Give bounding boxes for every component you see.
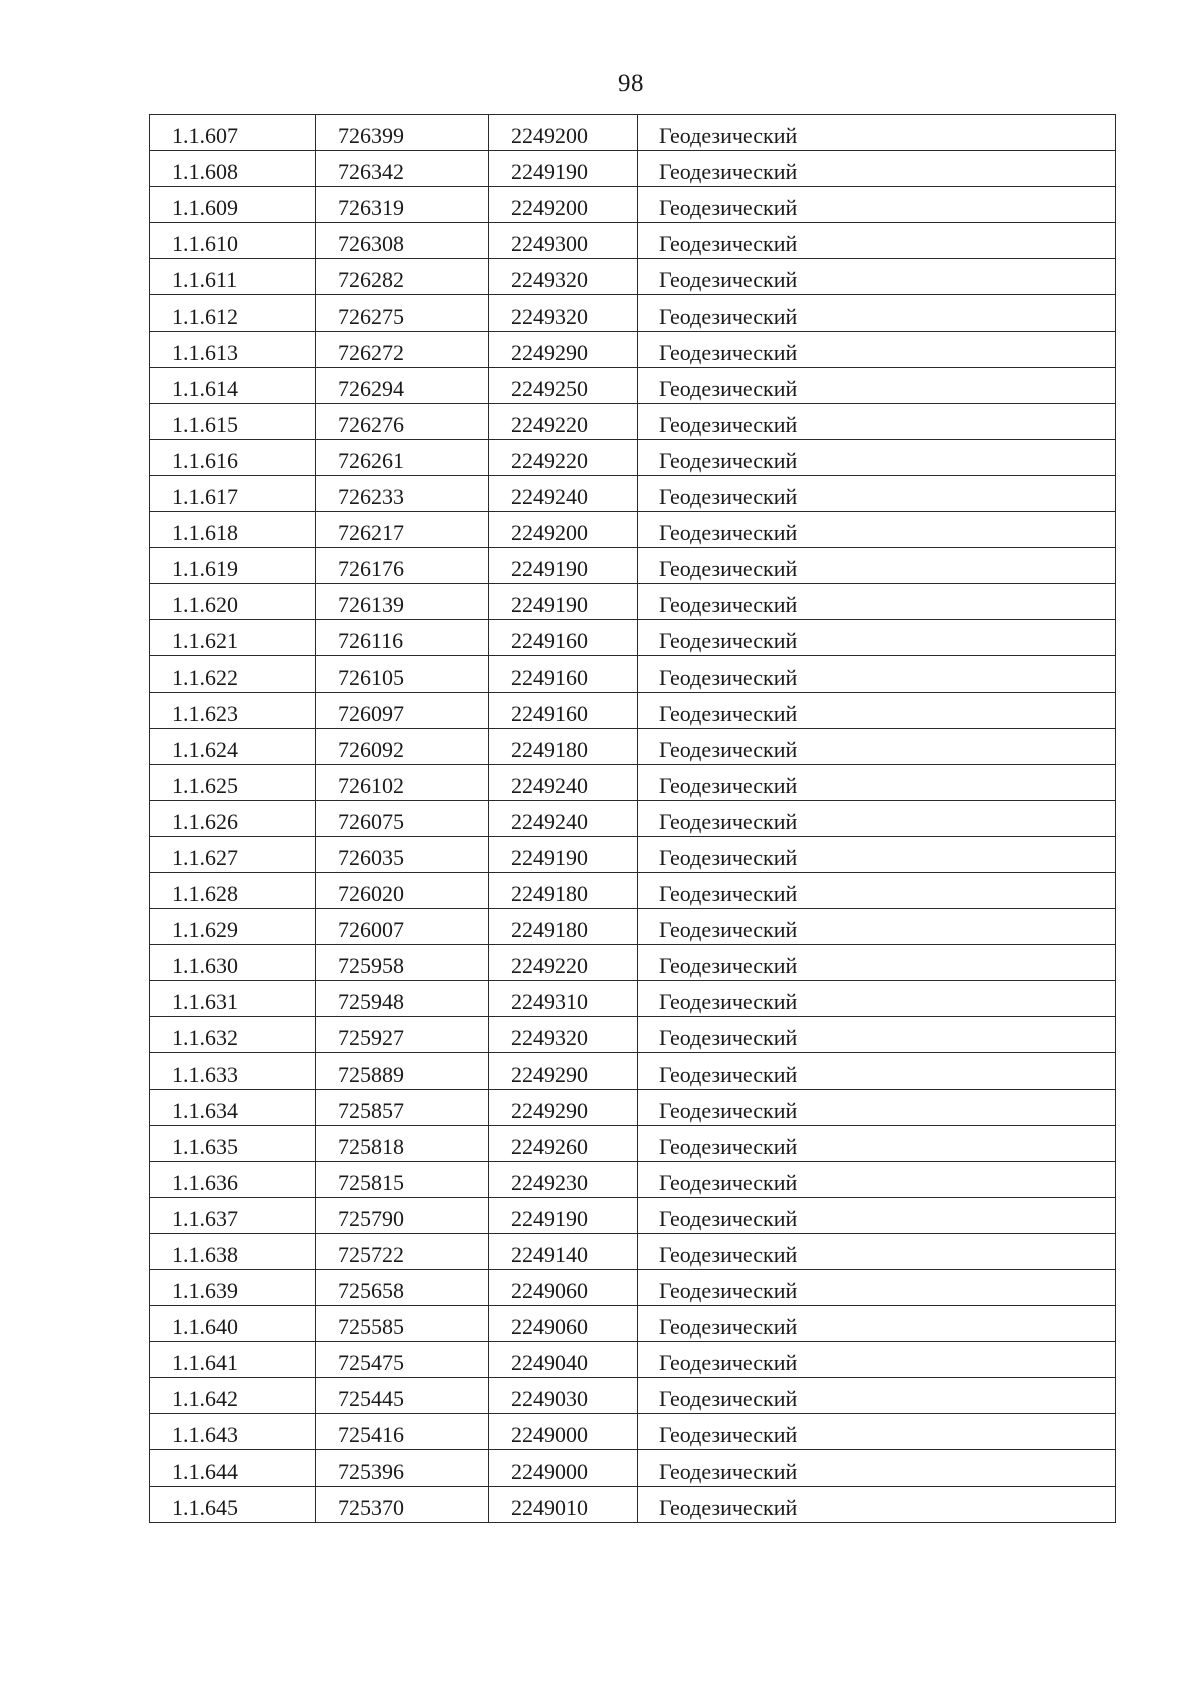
x-coordinate-cell: 725958 bbox=[316, 945, 489, 981]
point-type-cell: Геодезический bbox=[638, 1486, 1116, 1522]
x-coordinate-cell: 726342 bbox=[316, 151, 489, 187]
point-type-cell: Геодезический bbox=[638, 584, 1116, 620]
y-coordinate-cell: 2249140 bbox=[489, 1233, 638, 1269]
point-id-cell: 1.1.612 bbox=[150, 295, 316, 331]
y-coordinate-cell: 2249190 bbox=[489, 836, 638, 872]
point-id-cell: 1.1.609 bbox=[150, 187, 316, 223]
x-coordinate-cell: 725722 bbox=[316, 1233, 489, 1269]
x-coordinate-cell: 726308 bbox=[316, 223, 489, 259]
point-type-cell: Геодезический bbox=[638, 403, 1116, 439]
y-coordinate-cell: 2249060 bbox=[489, 1270, 638, 1306]
table-row bbox=[150, 1197, 1116, 1233]
y-coordinate-cell: 2249240 bbox=[489, 475, 638, 511]
table-row bbox=[150, 620, 1116, 656]
table-row bbox=[150, 439, 1116, 475]
point-id-cell: 1.1.629 bbox=[150, 909, 316, 945]
point-type-cell: Геодезический bbox=[638, 439, 1116, 475]
x-coordinate-cell: 725396 bbox=[316, 1450, 489, 1486]
point-id-cell: 1.1.620 bbox=[150, 584, 316, 620]
y-coordinate-cell: 2249290 bbox=[489, 331, 638, 367]
point-id-cell: 1.1.645 bbox=[150, 1486, 316, 1522]
x-coordinate-cell: 725927 bbox=[316, 1017, 489, 1053]
point-id-cell: 1.1.631 bbox=[150, 981, 316, 1017]
point-id-cell: 1.1.634 bbox=[150, 1089, 316, 1125]
table-row bbox=[150, 945, 1116, 981]
x-coordinate-cell: 726217 bbox=[316, 512, 489, 548]
point-id-cell: 1.1.641 bbox=[150, 1342, 316, 1378]
point-id-cell: 1.1.632 bbox=[150, 1017, 316, 1053]
table-row bbox=[150, 548, 1116, 584]
point-id-cell: 1.1.624 bbox=[150, 728, 316, 764]
point-type-cell: Геодезический bbox=[638, 656, 1116, 692]
x-coordinate-cell: 726105 bbox=[316, 656, 489, 692]
point-type-cell: Геодезический bbox=[638, 367, 1116, 403]
table-row bbox=[150, 1486, 1116, 1522]
x-coordinate-cell: 726275 bbox=[316, 295, 489, 331]
point-id-cell: 1.1.637 bbox=[150, 1197, 316, 1233]
point-id-cell: 1.1.611 bbox=[150, 259, 316, 295]
y-coordinate-cell: 2249220 bbox=[489, 439, 638, 475]
point-id-cell: 1.1.630 bbox=[150, 945, 316, 981]
table-row bbox=[150, 836, 1116, 872]
point-id-cell: 1.1.644 bbox=[150, 1450, 316, 1486]
point-type-cell: Геодезический bbox=[638, 1414, 1116, 1450]
y-coordinate-cell: 2249160 bbox=[489, 692, 638, 728]
table-row bbox=[150, 1161, 1116, 1197]
y-coordinate-cell: 2249310 bbox=[489, 981, 638, 1017]
table-row bbox=[150, 909, 1116, 945]
table-row bbox=[150, 475, 1116, 511]
y-coordinate-cell: 2249200 bbox=[489, 187, 638, 223]
x-coordinate-cell: 726176 bbox=[316, 548, 489, 584]
table-row bbox=[150, 1378, 1116, 1414]
table-row bbox=[150, 1306, 1116, 1342]
coordinates-table bbox=[149, 114, 1116, 1523]
x-coordinate-cell: 726116 bbox=[316, 620, 489, 656]
x-coordinate-cell: 725585 bbox=[316, 1306, 489, 1342]
point-type-cell: Геодезический bbox=[638, 909, 1116, 945]
table-row bbox=[150, 692, 1116, 728]
point-type-cell: Геодезический bbox=[638, 115, 1116, 151]
y-coordinate-cell: 2249060 bbox=[489, 1306, 638, 1342]
point-type-cell: Геодезический bbox=[638, 1306, 1116, 1342]
page-number: 98 bbox=[618, 70, 644, 97]
table-row bbox=[150, 728, 1116, 764]
point-type-cell: Геодезический bbox=[638, 764, 1116, 800]
point-id-cell: 1.1.619 bbox=[150, 548, 316, 584]
y-coordinate-cell: 2249180 bbox=[489, 872, 638, 908]
table-row bbox=[150, 331, 1116, 367]
point-id-cell: 1.1.613 bbox=[150, 331, 316, 367]
table-row bbox=[150, 1270, 1116, 1306]
x-coordinate-cell: 726139 bbox=[316, 584, 489, 620]
y-coordinate-cell: 2249030 bbox=[489, 1378, 638, 1414]
point-id-cell: 1.1.618 bbox=[150, 512, 316, 548]
y-coordinate-cell: 2249290 bbox=[489, 1053, 638, 1089]
point-id-cell: 1.1.616 bbox=[150, 439, 316, 475]
x-coordinate-cell: 725857 bbox=[316, 1089, 489, 1125]
point-type-cell: Геодезический bbox=[638, 295, 1116, 331]
point-type-cell: Геодезический bbox=[638, 475, 1116, 511]
point-type-cell: Геодезический bbox=[638, 836, 1116, 872]
y-coordinate-cell: 2249190 bbox=[489, 548, 638, 584]
point-id-cell: 1.1.626 bbox=[150, 800, 316, 836]
y-coordinate-cell: 2249260 bbox=[489, 1125, 638, 1161]
table-row bbox=[150, 1233, 1116, 1269]
table-row bbox=[150, 223, 1116, 259]
x-coordinate-cell: 725815 bbox=[316, 1161, 489, 1197]
point-id-cell: 1.1.623 bbox=[150, 692, 316, 728]
y-coordinate-cell: 2249180 bbox=[489, 728, 638, 764]
y-coordinate-cell: 2249300 bbox=[489, 223, 638, 259]
point-type-cell: Геодезический bbox=[638, 1450, 1116, 1486]
y-coordinate-cell: 2249240 bbox=[489, 764, 638, 800]
y-coordinate-cell: 2249240 bbox=[489, 800, 638, 836]
x-coordinate-cell: 726092 bbox=[316, 728, 489, 764]
point-id-cell: 1.1.639 bbox=[150, 1270, 316, 1306]
x-coordinate-cell: 726276 bbox=[316, 403, 489, 439]
point-type-cell: Геодезический bbox=[638, 1270, 1116, 1306]
y-coordinate-cell: 2249010 bbox=[489, 1486, 638, 1522]
point-id-cell: 1.1.625 bbox=[150, 764, 316, 800]
y-coordinate-cell: 2249320 bbox=[489, 295, 638, 331]
table-row bbox=[150, 512, 1116, 548]
table-row bbox=[150, 800, 1116, 836]
table-row bbox=[150, 115, 1116, 151]
point-id-cell: 1.1.627 bbox=[150, 836, 316, 872]
point-type-cell: Геодезический bbox=[638, 1089, 1116, 1125]
x-coordinate-cell: 725416 bbox=[316, 1414, 489, 1450]
point-id-cell: 1.1.621 bbox=[150, 620, 316, 656]
y-coordinate-cell: 2249000 bbox=[489, 1450, 638, 1486]
point-id-cell: 1.1.636 bbox=[150, 1161, 316, 1197]
table-row bbox=[150, 1342, 1116, 1378]
point-id-cell: 1.1.628 bbox=[150, 872, 316, 908]
table-row bbox=[150, 295, 1116, 331]
x-coordinate-cell: 725658 bbox=[316, 1270, 489, 1306]
point-type-cell: Геодезический bbox=[638, 187, 1116, 223]
x-coordinate-cell: 726272 bbox=[316, 331, 489, 367]
point-type-cell: Геодезический bbox=[638, 1197, 1116, 1233]
y-coordinate-cell: 2249040 bbox=[489, 1342, 638, 1378]
y-coordinate-cell: 2249220 bbox=[489, 945, 638, 981]
point-type-cell: Геодезический bbox=[638, 800, 1116, 836]
point-type-cell: Геодезический bbox=[638, 981, 1116, 1017]
y-coordinate-cell: 2249220 bbox=[489, 403, 638, 439]
table-row bbox=[150, 1450, 1116, 1486]
point-type-cell: Геодезический bbox=[638, 692, 1116, 728]
y-coordinate-cell: 2249190 bbox=[489, 584, 638, 620]
point-id-cell: 1.1.607 bbox=[150, 115, 316, 151]
x-coordinate-cell: 726399 bbox=[316, 115, 489, 151]
table-row bbox=[150, 764, 1116, 800]
table-row bbox=[150, 367, 1116, 403]
point-type-cell: Геодезический bbox=[638, 945, 1116, 981]
point-id-cell: 1.1.608 bbox=[150, 151, 316, 187]
point-type-cell: Геодезический bbox=[638, 331, 1116, 367]
point-type-cell: Геодезический bbox=[638, 223, 1116, 259]
y-coordinate-cell: 2249180 bbox=[489, 909, 638, 945]
x-coordinate-cell: 726007 bbox=[316, 909, 489, 945]
point-id-cell: 1.1.640 bbox=[150, 1306, 316, 1342]
point-type-cell: Геодезический bbox=[638, 548, 1116, 584]
point-type-cell: Геодезический bbox=[638, 728, 1116, 764]
point-type-cell: Геодезический bbox=[638, 872, 1116, 908]
y-coordinate-cell: 2249320 bbox=[489, 1017, 638, 1053]
y-coordinate-cell: 2249230 bbox=[489, 1161, 638, 1197]
point-type-cell: Геодезический bbox=[638, 512, 1116, 548]
table-row bbox=[150, 981, 1116, 1017]
point-id-cell: 1.1.622 bbox=[150, 656, 316, 692]
y-coordinate-cell: 2249160 bbox=[489, 620, 638, 656]
point-id-cell: 1.1.615 bbox=[150, 403, 316, 439]
table-row bbox=[150, 187, 1116, 223]
point-type-cell: Геодезический bbox=[638, 1017, 1116, 1053]
y-coordinate-cell: 2249190 bbox=[489, 151, 638, 187]
y-coordinate-cell: 2249160 bbox=[489, 656, 638, 692]
table-body bbox=[150, 115, 1116, 1523]
x-coordinate-cell: 725889 bbox=[316, 1053, 489, 1089]
x-coordinate-cell: 726075 bbox=[316, 800, 489, 836]
x-coordinate-cell: 725948 bbox=[316, 981, 489, 1017]
x-coordinate-cell: 726261 bbox=[316, 439, 489, 475]
point-type-cell: Геодезический bbox=[638, 259, 1116, 295]
point-id-cell: 1.1.633 bbox=[150, 1053, 316, 1089]
table-row bbox=[150, 1125, 1116, 1161]
y-coordinate-cell: 2249250 bbox=[489, 367, 638, 403]
point-id-cell: 1.1.610 bbox=[150, 223, 316, 259]
table-row bbox=[150, 1089, 1116, 1125]
x-coordinate-cell: 725445 bbox=[316, 1378, 489, 1414]
x-coordinate-cell: 725475 bbox=[316, 1342, 489, 1378]
x-coordinate-cell: 726097 bbox=[316, 692, 489, 728]
x-coordinate-cell: 726282 bbox=[316, 259, 489, 295]
table-row bbox=[150, 584, 1116, 620]
point-id-cell: 1.1.635 bbox=[150, 1125, 316, 1161]
point-type-cell: Геодезический bbox=[638, 1342, 1116, 1378]
x-coordinate-cell: 726035 bbox=[316, 836, 489, 872]
point-type-cell: Геодезический bbox=[638, 1233, 1116, 1269]
table-row bbox=[150, 656, 1116, 692]
point-id-cell: 1.1.617 bbox=[150, 475, 316, 511]
point-id-cell: 1.1.614 bbox=[150, 367, 316, 403]
x-coordinate-cell: 726294 bbox=[316, 367, 489, 403]
y-coordinate-cell: 2249290 bbox=[489, 1089, 638, 1125]
x-coordinate-cell: 725818 bbox=[316, 1125, 489, 1161]
table-row bbox=[150, 1017, 1116, 1053]
table-row bbox=[150, 1053, 1116, 1089]
table-row bbox=[150, 259, 1116, 295]
y-coordinate-cell: 2249190 bbox=[489, 1197, 638, 1233]
table-row bbox=[150, 151, 1116, 187]
y-coordinate-cell: 2249000 bbox=[489, 1414, 638, 1450]
point-type-cell: Геодезический bbox=[638, 1378, 1116, 1414]
x-coordinate-cell: 725370 bbox=[316, 1486, 489, 1522]
point-id-cell: 1.1.643 bbox=[150, 1414, 316, 1450]
x-coordinate-cell: 725790 bbox=[316, 1197, 489, 1233]
point-type-cell: Геодезический bbox=[638, 1125, 1116, 1161]
y-coordinate-cell: 2249200 bbox=[489, 512, 638, 548]
x-coordinate-cell: 726102 bbox=[316, 764, 489, 800]
table-row bbox=[150, 872, 1116, 908]
x-coordinate-cell: 726233 bbox=[316, 475, 489, 511]
table-row bbox=[150, 1414, 1116, 1450]
point-id-cell: 1.1.642 bbox=[150, 1378, 316, 1414]
x-coordinate-cell: 726319 bbox=[316, 187, 489, 223]
y-coordinate-cell: 2249320 bbox=[489, 259, 638, 295]
x-coordinate-cell: 726020 bbox=[316, 872, 489, 908]
point-type-cell: Геодезический bbox=[638, 151, 1116, 187]
point-id-cell: 1.1.638 bbox=[150, 1233, 316, 1269]
table-row bbox=[150, 403, 1116, 439]
point-type-cell: Геодезический bbox=[638, 1053, 1116, 1089]
y-coordinate-cell: 2249200 bbox=[489, 115, 638, 151]
point-type-cell: Геодезический bbox=[638, 620, 1116, 656]
point-type-cell: Геодезический bbox=[638, 1161, 1116, 1197]
